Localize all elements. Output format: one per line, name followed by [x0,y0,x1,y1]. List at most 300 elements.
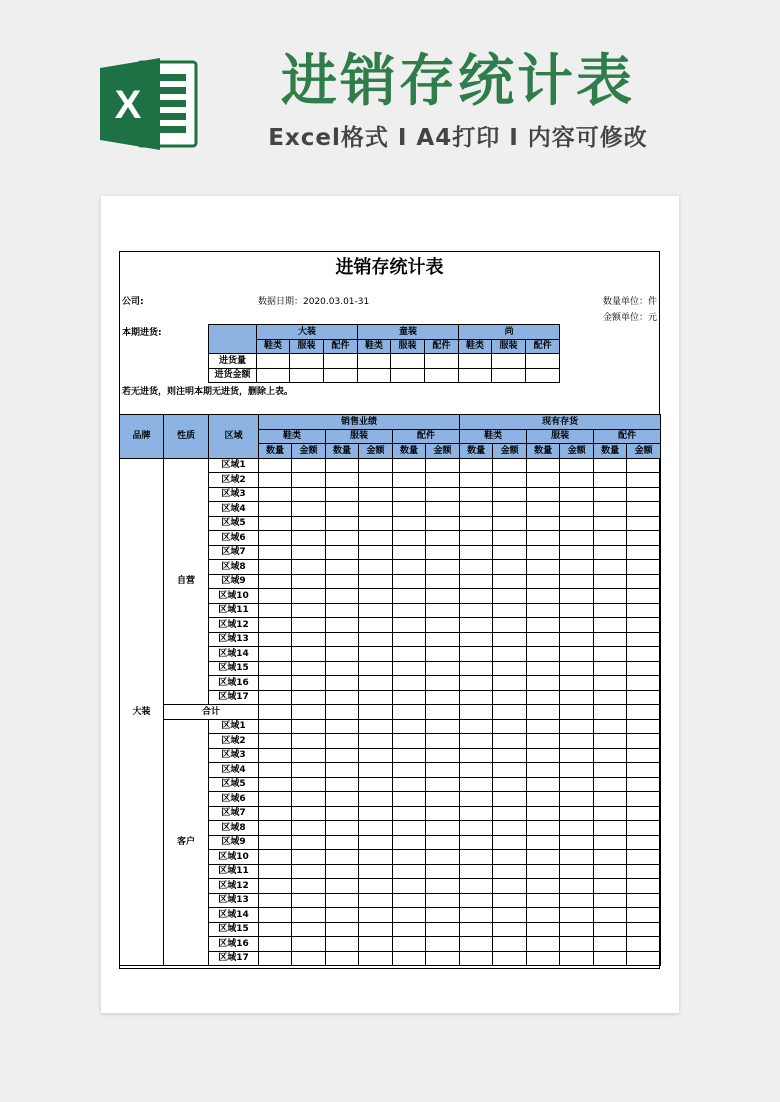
cell[interactable] [259,922,292,937]
cell[interactable] [257,368,290,383]
cell[interactable] [527,734,560,749]
cell[interactable] [493,473,527,488]
cell[interactable] [326,516,359,531]
cell[interactable] [594,516,627,531]
cell[interactable] [393,763,426,778]
cell[interactable] [527,560,560,575]
cell[interactable] [560,821,594,836]
cell[interactable] [627,763,661,778]
cell[interactable] [292,589,326,604]
cell[interactable] [627,748,661,763]
cell[interactable] [259,473,292,488]
cell[interactable] [460,574,493,589]
cell[interactable] [460,792,493,807]
cell[interactable] [493,937,527,952]
cell[interactable] [326,763,359,778]
cell[interactable] [292,647,326,662]
cell[interactable] [259,647,292,662]
cell[interactable] [393,850,426,865]
cell[interactable] [359,908,393,923]
cell[interactable] [527,632,560,647]
cell[interactable] [426,864,460,879]
cell[interactable] [292,734,326,749]
cell[interactable] [358,354,391,369]
cell[interactable] [459,354,492,369]
cell[interactable] [460,632,493,647]
cell[interactable] [292,473,326,488]
cell[interactable] [627,632,661,647]
cell[interactable] [259,821,292,836]
cell[interactable] [493,879,527,894]
cell[interactable] [426,922,460,937]
cell[interactable] [560,458,594,473]
cell[interactable] [359,864,393,879]
cell[interactable] [526,354,560,369]
cell[interactable] [627,676,661,691]
cell[interactable] [326,951,359,966]
cell[interactable] [326,531,359,546]
cell[interactable] [292,777,326,792]
cell[interactable] [560,647,594,662]
cell[interactable] [259,690,292,705]
cell[interactable] [560,531,594,546]
cell[interactable] [460,560,493,575]
cell[interactable] [560,806,594,821]
cell[interactable] [527,763,560,778]
cell[interactable] [527,618,560,633]
cell[interactable] [560,835,594,850]
cell[interactable] [527,864,560,879]
cell[interactable] [527,806,560,821]
cell[interactable] [627,661,661,676]
cell[interactable] [259,545,292,560]
cell[interactable] [259,734,292,749]
cell[interactable] [527,458,560,473]
cell[interactable] [460,676,493,691]
cell[interactable] [460,748,493,763]
cell[interactable] [460,864,493,879]
cell[interactable] [393,734,426,749]
cell[interactable] [527,748,560,763]
cell[interactable] [359,618,393,633]
cell[interactable] [560,951,594,966]
cell[interactable] [426,937,460,952]
cell[interactable] [391,354,425,369]
cell[interactable] [492,368,526,383]
cell[interactable] [493,951,527,966]
cell[interactable] [493,458,527,473]
cell[interactable] [393,531,426,546]
cell[interactable] [426,806,460,821]
cell[interactable] [292,937,326,952]
cell[interactable] [527,719,560,734]
cell[interactable] [627,618,661,633]
cell[interactable] [326,661,359,676]
cell[interactable] [292,821,326,836]
cell[interactable] [627,531,661,546]
cell[interactable] [594,618,627,633]
cell[interactable] [426,748,460,763]
cell[interactable] [560,632,594,647]
cell[interactable] [627,908,661,923]
cell[interactable] [292,661,326,676]
cell[interactable] [326,560,359,575]
cell[interactable] [560,589,594,604]
cell[interactable] [526,368,560,383]
cell[interactable] [492,354,526,369]
cell[interactable] [627,864,661,879]
cell[interactable] [560,922,594,937]
cell[interactable] [359,545,393,560]
cell[interactable] [560,676,594,691]
cell[interactable] [259,777,292,792]
cell[interactable] [560,908,594,923]
cell[interactable] [359,473,393,488]
cell[interactable] [493,545,527,560]
cell[interactable] [292,748,326,763]
cell[interactable] [493,748,527,763]
cell[interactable] [527,603,560,618]
cell[interactable] [594,545,627,560]
cell[interactable] [426,618,460,633]
cell[interactable] [460,647,493,662]
cell[interactable] [527,690,560,705]
cell[interactable] [292,574,326,589]
cell[interactable] [594,560,627,575]
cell[interactable] [527,676,560,691]
cell[interactable] [627,850,661,865]
cell[interactable] [527,473,560,488]
cell[interactable] [460,719,493,734]
cell[interactable] [326,864,359,879]
cell[interactable] [326,850,359,865]
cell[interactable] [426,487,460,502]
cell[interactable] [594,632,627,647]
cell[interactable] [326,879,359,894]
cell[interactable] [259,589,292,604]
cell[interactable] [292,908,326,923]
cell[interactable] [560,690,594,705]
cell[interactable] [292,516,326,531]
cell[interactable] [326,603,359,618]
cell[interactable] [527,574,560,589]
cell[interactable] [393,835,426,850]
cell[interactable] [560,792,594,807]
cell[interactable] [594,719,627,734]
cell[interactable] [292,545,326,560]
cell[interactable] [326,589,359,604]
cell[interactable] [426,792,460,807]
cell[interactable] [627,589,661,604]
cell[interactable] [359,661,393,676]
cell[interactable] [393,922,426,937]
cell[interactable] [493,589,527,604]
cell[interactable] [426,458,460,473]
cell[interactable] [259,879,292,894]
cell[interactable] [359,676,393,691]
cell[interactable] [594,821,627,836]
cell[interactable] [259,603,292,618]
cell[interactable] [359,589,393,604]
cell[interactable] [359,763,393,778]
cell[interactable] [460,618,493,633]
cell[interactable] [627,458,661,473]
cell[interactable] [326,618,359,633]
cell[interactable] [393,806,426,821]
cell[interactable] [326,632,359,647]
cell[interactable] [292,487,326,502]
cell[interactable] [359,574,393,589]
cell[interactable] [259,893,292,908]
cell[interactable] [426,589,460,604]
cell[interactable] [292,879,326,894]
cell[interactable] [460,487,493,502]
cell[interactable] [493,618,527,633]
cell[interactable] [359,531,393,546]
cell[interactable] [393,821,426,836]
cell[interactable] [259,937,292,952]
cell[interactable] [426,705,460,720]
cell[interactable] [426,951,460,966]
cell[interactable] [393,473,426,488]
cell[interactable] [460,922,493,937]
cell[interactable] [594,806,627,821]
cell[interactable] [627,922,661,937]
cell[interactable] [393,690,426,705]
cell[interactable] [493,835,527,850]
cell[interactable] [627,516,661,531]
cell[interactable] [393,676,426,691]
cell[interactable] [359,734,393,749]
cell[interactable] [426,545,460,560]
cell[interactable] [627,647,661,662]
cell[interactable] [359,690,393,705]
cell[interactable] [292,690,326,705]
cell[interactable] [493,864,527,879]
cell[interactable] [426,835,460,850]
cell[interactable] [426,734,460,749]
cell[interactable] [324,354,358,369]
cell[interactable] [594,893,627,908]
cell[interactable] [259,661,292,676]
cell[interactable] [393,893,426,908]
cell[interactable] [594,850,627,865]
cell[interactable] [326,458,359,473]
cell[interactable] [627,560,661,575]
cell[interactable] [259,806,292,821]
cell[interactable] [493,734,527,749]
cell[interactable] [493,560,527,575]
cell[interactable] [326,777,359,792]
cell[interactable] [527,937,560,952]
cell[interactable] [527,792,560,807]
cell[interactable] [460,705,493,720]
cell[interactable] [627,705,661,720]
cell[interactable] [460,763,493,778]
cell[interactable] [426,531,460,546]
cell[interactable] [560,574,594,589]
cell[interactable] [560,705,594,720]
cell[interactable] [594,937,627,952]
cell[interactable] [594,487,627,502]
cell[interactable] [259,705,292,720]
cell[interactable] [359,893,393,908]
cell[interactable] [259,676,292,691]
cell[interactable] [326,734,359,749]
cell[interactable] [527,531,560,546]
cell[interactable] [324,368,358,383]
cell[interactable] [393,908,426,923]
cell[interactable] [359,879,393,894]
cell[interactable] [359,487,393,502]
cell[interactable] [326,705,359,720]
cell[interactable] [560,545,594,560]
cell[interactable] [359,937,393,952]
cell[interactable] [627,473,661,488]
cell[interactable] [426,676,460,691]
cell[interactable] [560,516,594,531]
cell[interactable] [259,835,292,850]
cell[interactable] [259,792,292,807]
cell[interactable] [527,545,560,560]
cell[interactable] [292,806,326,821]
cell[interactable] [627,821,661,836]
cell[interactable] [460,545,493,560]
cell[interactable] [527,879,560,894]
cell[interactable] [460,516,493,531]
cell[interactable] [560,893,594,908]
cell[interactable] [493,661,527,676]
cell[interactable] [426,893,460,908]
cell[interactable] [426,879,460,894]
cell[interactable] [560,473,594,488]
cell[interactable] [358,368,391,383]
cell[interactable] [359,922,393,937]
cell[interactable] [426,502,460,517]
cell[interactable] [259,560,292,575]
cell[interactable] [393,777,426,792]
cell[interactable] [460,806,493,821]
cell[interactable] [326,676,359,691]
cell[interactable] [594,473,627,488]
cell[interactable] [292,893,326,908]
cell[interactable] [560,748,594,763]
cell[interactable] [359,632,393,647]
cell[interactable] [393,792,426,807]
cell[interactable] [393,574,426,589]
cell[interactable] [326,502,359,517]
cell[interactable] [425,354,459,369]
cell[interactable] [627,734,661,749]
cell[interactable] [460,473,493,488]
cell[interactable] [627,937,661,952]
cell[interactable] [493,821,527,836]
cell[interactable] [359,719,393,734]
cell[interactable] [460,777,493,792]
cell[interactable] [326,937,359,952]
cell[interactable] [393,661,426,676]
cell[interactable] [627,792,661,807]
cell[interactable] [594,589,627,604]
cell[interactable] [259,763,292,778]
cell[interactable] [627,835,661,850]
cell[interactable] [627,893,661,908]
cell[interactable] [594,864,627,879]
cell[interactable] [393,748,426,763]
cell[interactable] [493,850,527,865]
cell[interactable] [493,893,527,908]
cell[interactable] [560,864,594,879]
cell[interactable] [527,893,560,908]
cell[interactable] [493,922,527,937]
cell[interactable] [326,893,359,908]
cell[interactable] [627,879,661,894]
cell[interactable] [426,661,460,676]
cell[interactable] [259,618,292,633]
cell[interactable] [393,589,426,604]
cell[interactable] [493,531,527,546]
cell[interactable] [594,734,627,749]
cell[interactable] [627,502,661,517]
cell[interactable] [326,719,359,734]
cell[interactable] [292,603,326,618]
cell[interactable] [493,502,527,517]
cell[interactable] [393,487,426,502]
cell[interactable] [359,850,393,865]
cell[interactable] [460,603,493,618]
cell[interactable] [493,763,527,778]
cell[interactable] [560,487,594,502]
cell[interactable] [594,502,627,517]
cell[interactable] [359,748,393,763]
cell[interactable] [560,661,594,676]
cell[interactable] [594,690,627,705]
cell[interactable] [627,806,661,821]
cell[interactable] [560,777,594,792]
cell[interactable] [627,719,661,734]
cell[interactable] [359,560,393,575]
cell[interactable] [359,647,393,662]
cell[interactable] [493,719,527,734]
cell[interactable] [527,502,560,517]
cell[interactable] [259,864,292,879]
cell[interactable] [527,821,560,836]
cell[interactable] [594,777,627,792]
cell[interactable] [560,502,594,517]
cell[interactable] [627,690,661,705]
cell[interactable] [493,647,527,662]
cell[interactable] [326,690,359,705]
cell[interactable] [259,458,292,473]
cell[interactable] [493,792,527,807]
cell[interactable] [326,748,359,763]
cell[interactable] [259,632,292,647]
cell[interactable] [460,502,493,517]
cell[interactable] [460,821,493,836]
cell[interactable] [460,850,493,865]
cell[interactable] [527,777,560,792]
cell[interactable] [359,705,393,720]
cell[interactable] [627,777,661,792]
cell[interactable] [393,618,426,633]
cell[interactable] [426,632,460,647]
cell[interactable] [493,676,527,691]
cell[interactable] [460,937,493,952]
cell[interactable] [460,835,493,850]
cell[interactable] [393,545,426,560]
cell[interactable] [326,792,359,807]
cell[interactable] [426,850,460,865]
